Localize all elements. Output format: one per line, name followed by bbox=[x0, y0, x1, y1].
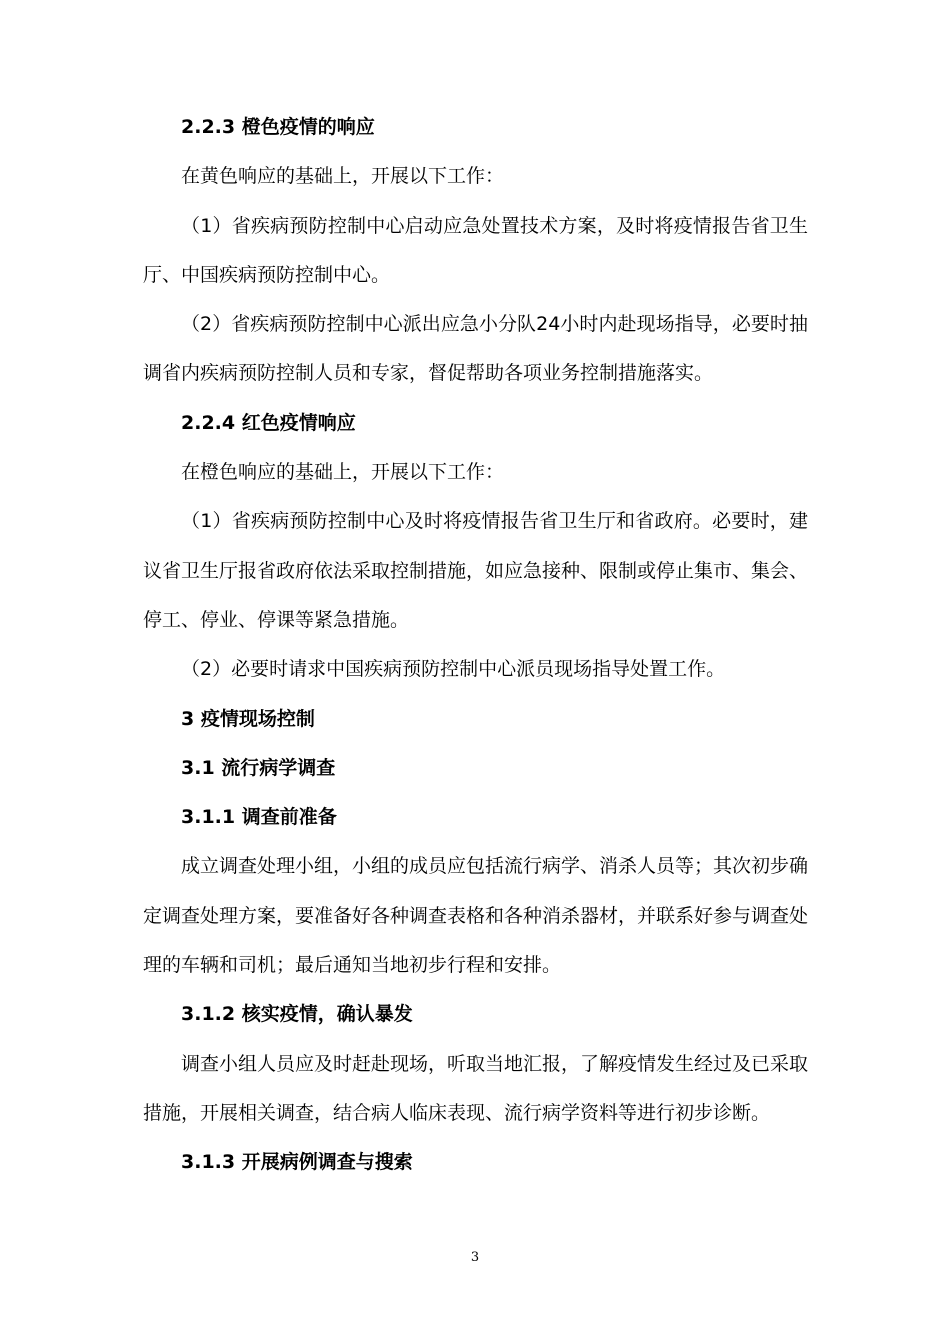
page-number: 3 bbox=[470, 1250, 480, 1265]
heading-3: 3 疫情现场控制 bbox=[181, 707, 315, 730]
para-2-2-3-item-1: （1）省疾病预防控制中心启动应急处置技术方案，及时将疫情报告省卫生厅、中国疾病预防控制中心。 bbox=[143, 214, 808, 286]
para-2-2-3-item-2: （2）省疾病预防控制中心派出应急小分队24小时内赴现场指导，必要时抽调省内疾病预防控制人员和专家，督促帮助各项业务控制措施落实。 bbox=[143, 313, 808, 385]
para-2-2-4-intro: 在橙色响应的基础上，开展以下工作： bbox=[181, 461, 505, 484]
para-2-2-4-item-1: （1）省疾病预防控制中心及时将疫情报告省卫生厅和省政府。必要时，建议省卫生厅报省政府依法采取控制措施，如应急接种、限制或停止集市、集会、停工、停业、停课等紧急措施。 bbox=[143, 510, 809, 631]
para-2-2-3-intro: 在黄色响应的基础上，开展以下工作： bbox=[181, 165, 505, 188]
para-3-1-2: 调查小组人员应及时赶赴现场，听取当地汇报，了解疫情发生经过及已采取措施，开展相关调查，结合病人临床表现、流行病学资料等进行初步诊断。 bbox=[143, 1052, 809, 1124]
heading-3-1-3: 3.1.3 开展病例调查与搜索 bbox=[181, 1151, 413, 1174]
heading-3-1-1: 3.1.1 调查前准备 bbox=[181, 806, 337, 829]
document-body bbox=[143, 103, 808, 1188]
heading-3-1: 3.1 流行病学调查 bbox=[181, 756, 336, 779]
heading-2-2-3: 2.2.3 橙色疫情的响应 bbox=[181, 116, 375, 138]
heading-3-1-2: 3.1.2 核实疫情，确认暴发 bbox=[181, 1003, 413, 1026]
heading-2-2-4: 2.2.4 红色疫情响应 bbox=[181, 411, 356, 434]
para-2-2-4-item-2: （2）必要时请求中国疾病预防控制中心派员现场指导处置工作。 bbox=[181, 658, 726, 681]
para-3-1-1: 成立调查处理小组，小组的成员应包括流行病学、消杀人员等；其次初步确定调查处理方案，要准备好各种调查表格和各种消杀器材，并联系好参与调查处理的车辆和司机；最后通知当地初步行程和安排。 bbox=[143, 855, 809, 977]
